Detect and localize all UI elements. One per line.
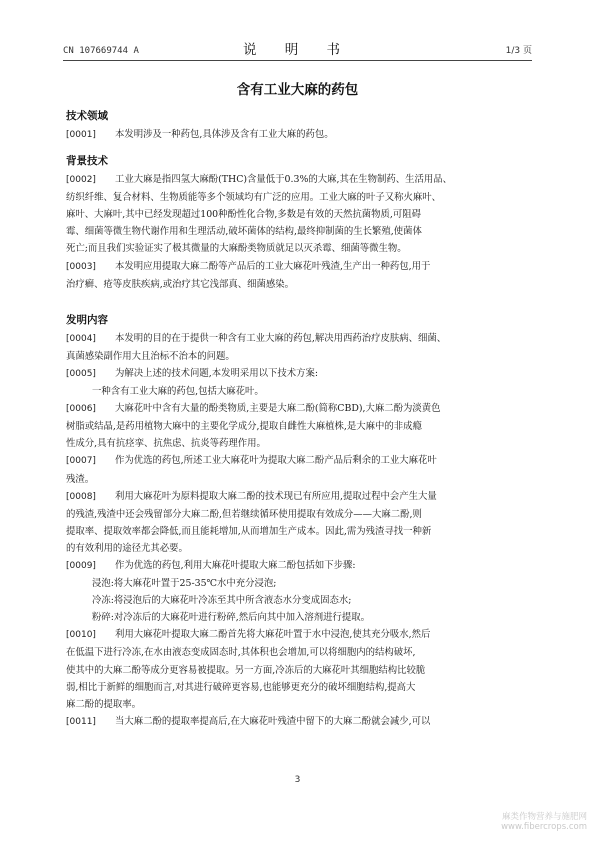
section-heading-invention: 发明内容 — [66, 313, 108, 326]
paragraph-line: 在低温下进行冷冻,在水由液态变成固态时,其体积也会增加,可以将细胞内的结构破坏, — [66, 647, 416, 659]
paragraph-0009 — [66, 557, 536, 575]
paragraph-number: [0004] — [66, 333, 96, 344]
page-header — [63, 36, 532, 60]
paragraph-text: 利用大麻花叶为原料提取大麻二酚的技术现已有所应用,提取过程中会产生大量 — [115, 490, 437, 502]
paragraph-text: 本发明涉及一种药包,具体涉及含有工业大麻的药包。 — [115, 129, 334, 140]
section-heading-background: 背景技术 — [66, 155, 108, 168]
paragraph-0002 — [66, 171, 536, 189]
paragraph-0001 — [66, 126, 536, 144]
paragraph-0010 — [66, 626, 536, 644]
paragraph-0011 — [66, 713, 536, 731]
paragraph-line: 提取率、提取效率都会降低,而且能耗增加,从而增加生产成本。因此,需为残渣寻找一种新 — [66, 525, 432, 537]
paragraph-text: 作为优选的药包,利用大麻花叶提取大麻二酚包括如下步骤: — [115, 559, 356, 571]
document-type-title: 说 明 书 — [242, 42, 353, 58]
paragraph-number: [0007] — [66, 456, 96, 467]
paragraph-line: 性成分,具有抗痉挛、抗焦虑、抗炎等药理作用。 — [66, 438, 266, 450]
paragraph-number: [0010] — [66, 630, 96, 641]
paragraph-line: 一种含有工业大麻的药包,包括大麻花叶。 — [92, 386, 264, 398]
paragraph-line: 的有效利用的途径尤其必要。 — [66, 542, 188, 554]
paragraph-line: 麻二酚的提取率。 — [66, 698, 142, 710]
header-divider — [63, 60, 532, 61]
step-soak: 浸泡:将大麻花叶置于25-35℃水中充分浸泡; — [92, 578, 277, 590]
step-freeze: 冷冻:将浸泡后的大麻花叶冷冻至其中所含液态水分变成固态水; — [92, 595, 352, 607]
page-number: 3 — [294, 775, 301, 785]
paragraph-text: 大麻花叶中含有大量的酚类物质,主要是大麻二酚(简称CBD),大麻二酚为淡黄色 — [115, 403, 441, 415]
paragraph-text: 当大麻二酚的提取率提高后,在大麻花叶残渣中留下的大麻二酚就会减少,可以 — [115, 715, 431, 727]
paragraph-0006 — [66, 400, 536, 418]
paragraph-number: [0005] — [66, 368, 96, 379]
paragraph-0005 — [66, 365, 536, 383]
document-body — [66, 109, 536, 731]
paragraph-line: 死亡;而且我们实验证实了极其微量的大麻酚类物质就足以灭杀霉、细菌等微生物。 — [66, 243, 407, 255]
paragraph-line: 的残渣,残渣中还会残留部分大麻二酚,但若继续循环使用提取有效成分——大麻二酚,则 — [66, 508, 422, 520]
paragraph-number: [0006] — [66, 404, 96, 415]
paragraph-line: 使其中的大麻二酚等成分更容易被提取。另一方面,冷冻后的大麻花叶其细胞结构比较脆 — [66, 664, 426, 676]
paragraph-text: 工业大麻是指四氢大麻酚(THC)含量低于0.3%的大麻,其在生物制药、生活用品、 — [115, 174, 452, 186]
page-indicator: 1/3 页 — [505, 46, 532, 56]
paragraph-number: [0001] — [66, 130, 96, 140]
paragraph-0007 — [66, 452, 536, 470]
paragraph-line: 真菌感染副作用大且治标不治本的问题。 — [66, 350, 235, 362]
paragraph-text: 为解决上述的技术问题,本发明采用以下技术方案: — [115, 367, 319, 379]
section-heading-tech-field: 技术领域 — [66, 110, 108, 122]
step-crush: 粉碎:对冷冻后的大麻花叶进行粉碎,然后向其中加入溶剂进行提取。 — [92, 612, 371, 624]
paragraph-text: 作为优选的药包,所述工业大麻花叶为提取大麻二酚产品后剩余的工业大麻花叶 — [115, 455, 437, 467]
paragraph-line: 弱,相比于新鲜的细胞而言,对其进行破碎更容易,也能够更充分的破坏细胞结构,提高大 — [66, 681, 416, 693]
paragraph-text: 本发明的目的在于提供一种含有工业大麻的药包,解决用西药治疗皮肤病、细菌、 — [115, 332, 447, 344]
watermark-site-name: 麻类作物营养与施肥网 — [501, 812, 587, 822]
paragraph-line: 残渣。 — [66, 473, 95, 485]
paragraph-number: [0011] — [66, 716, 96, 727]
paragraph-text: 利用大麻花叶提取大麻二酚首先将大麻花叶置于水中浸泡,使其充分吸水,然后 — [115, 629, 431, 641]
publication-number: CN 107669744 A — [63, 46, 139, 56]
paragraph-0003 — [66, 258, 536, 276]
paragraph-number: [0008] — [66, 491, 96, 502]
document-title: 含有工业大麻的药包 — [236, 82, 359, 98]
paragraph-line: 纺织纤维、复合材料、生物质能等多个领域均有广泛的应用。工业大麻的叶子又称火麻叶、 — [66, 192, 442, 204]
paragraph-number: [0003] — [66, 261, 96, 272]
paragraph-line: 麻叶、大麻叶,其中已经发现超过100种酚性化合物,多数是有效的天然抗菌物质,可阻碍 — [66, 209, 421, 221]
paragraph-0004 — [66, 330, 536, 348]
watermark-url: www.fibercrops.com — [501, 822, 587, 832]
paragraph-number: [0009] — [66, 560, 96, 571]
paragraph-text: 本发明应用提取大麻二酚等产品后的工业大麻花叶残渣,生产出一种药包,用于 — [115, 260, 431, 272]
paragraph-0008 — [66, 488, 536, 506]
site-watermark — [501, 812, 587, 832]
paragraph-line: 树脂或结晶,是药用植物大麻中的主要化学成分,提取自雌性大麻植株,是大麻中的非成瘾 — [66, 421, 422, 433]
paragraph-line: 霉、细菌等微生物代谢作用和生理活动,破坏菌体的结构,最终抑制菌的生长繁殖,使菌体 — [66, 226, 422, 238]
paragraph-number: [0002] — [66, 175, 96, 186]
paragraph-line: 治疗癣、疮等皮肤疾病,或治疗其它浅部真、细菌感染。 — [66, 278, 294, 290]
